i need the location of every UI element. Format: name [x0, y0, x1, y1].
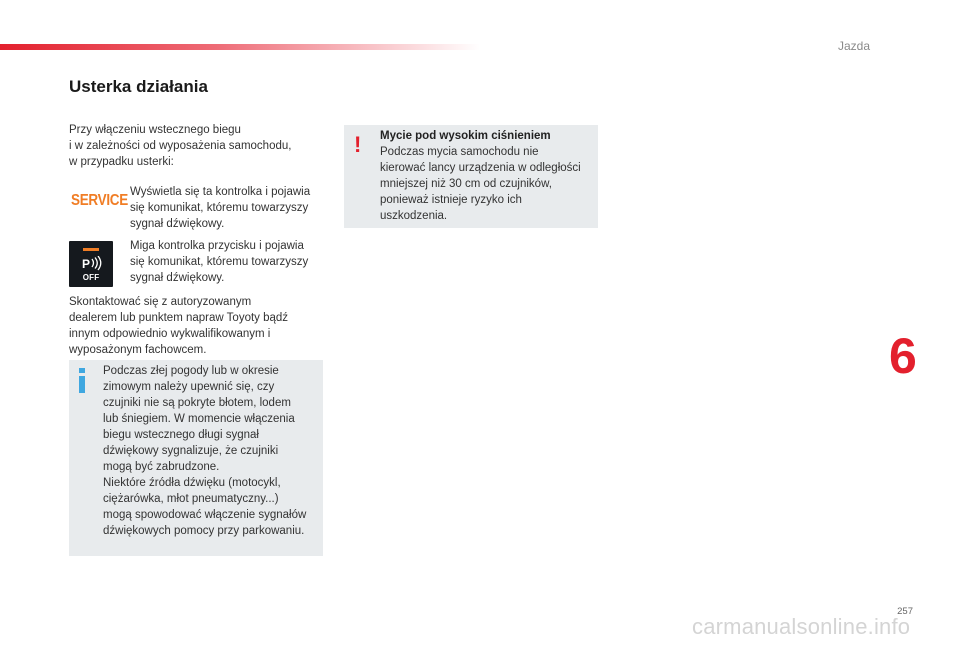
- indicator-lamp-icon: [83, 248, 99, 251]
- chapter-label: Jazda: [838, 39, 871, 53]
- info-line: lub śniegiem. W momencie włączenia: [103, 413, 295, 425]
- info-line: dźwiękowy sygnalizuje, że czujniki: [103, 445, 279, 457]
- chapter-number: 6: [889, 328, 917, 384]
- info-line: Podczas złej pogody lub w okresie: [103, 365, 279, 377]
- info-line: czujniki nie są pokryte błotem, lodem: [103, 397, 291, 409]
- header-accent-bar: [0, 44, 480, 50]
- description-line: się komunikat, któremu towarzyszy: [130, 256, 309, 268]
- warning-line: mniejszej niż 30 cm od czujników,: [380, 178, 552, 190]
- info-line: mogą być zabrudzone.: [103, 461, 220, 473]
- parking-sensor-off-icon: [69, 241, 113, 287]
- exclamation-icon: !: [354, 132, 362, 157]
- intro-line: Przy włączeniu wstecznego biegu: [69, 124, 241, 136]
- info-line: ciężarówka, młot pneumatyczny...): [103, 493, 279, 505]
- warning-line: uszkodzenia.: [380, 210, 448, 222]
- info-line: Niektóre źródła dźwięku (motocykl,: [103, 477, 281, 489]
- service-warning-description: [130, 184, 325, 232]
- contact-paragraph: [69, 294, 319, 358]
- info-text: [103, 363, 321, 539]
- description-line: sygnał dźwiękowy.: [130, 272, 225, 284]
- warning-line: Podczas mycia samochodu nie: [380, 146, 539, 158]
- contact-line: Skontaktować się z autoryzowanym: [69, 296, 252, 308]
- info-line: mogą spowodować włączenie sygnałów: [103, 509, 307, 521]
- warning-box: [344, 125, 598, 228]
- svg-text:P: P: [82, 257, 91, 271]
- parking-sensor-warning-description: [130, 238, 325, 286]
- parking-sensor-icon: [81, 256, 103, 272]
- intro-line: w przypadku usterki:: [69, 156, 174, 168]
- warning-text: [380, 128, 596, 224]
- off-label: OFF: [82, 273, 100, 282]
- info-line: biegu wstecznego długi sygnał: [103, 429, 259, 441]
- contact-line: dealerem lub punktem napraw Toyoty bądź: [69, 312, 289, 324]
- page-number: 257: [897, 606, 913, 617]
- description-line: się komunikat, któremu towarzyszy: [130, 202, 309, 214]
- page-title: Usterka działania: [69, 77, 208, 96]
- warning-line: kierować lancy urządzenia w odległości: [380, 162, 581, 174]
- intro-line: i w zależności od wyposażenia samochodu,: [69, 140, 292, 152]
- contact-line: innym odpowiednio wykwalifikowanym i: [69, 328, 271, 340]
- info-line: dźwiękowych pomocy przy parkowaniu.: [103, 525, 305, 537]
- contact-line: wyposażonym fachowcem.: [69, 344, 207, 356]
- warning-title: Mycie pod wysokim ciśnieniem: [380, 130, 551, 142]
- warning-line: ponieważ istnieje ryzyko ich: [380, 194, 522, 206]
- info-icon: [78, 368, 86, 394]
- watermark: carmanualsonline.info: [692, 614, 911, 639]
- info-box: [69, 360, 323, 556]
- service-warning-icon: SERVICE: [71, 191, 128, 209]
- description-line: Miga kontrolka przycisku i pojawia: [130, 240, 304, 252]
- description-line: Wyświetla się ta kontrolka i pojawia: [130, 186, 311, 198]
- info-line: zimowym należy upewnić się, czy: [103, 381, 275, 393]
- intro-paragraph: [69, 122, 319, 170]
- description-line: sygnał dźwiękowy.: [130, 218, 225, 230]
